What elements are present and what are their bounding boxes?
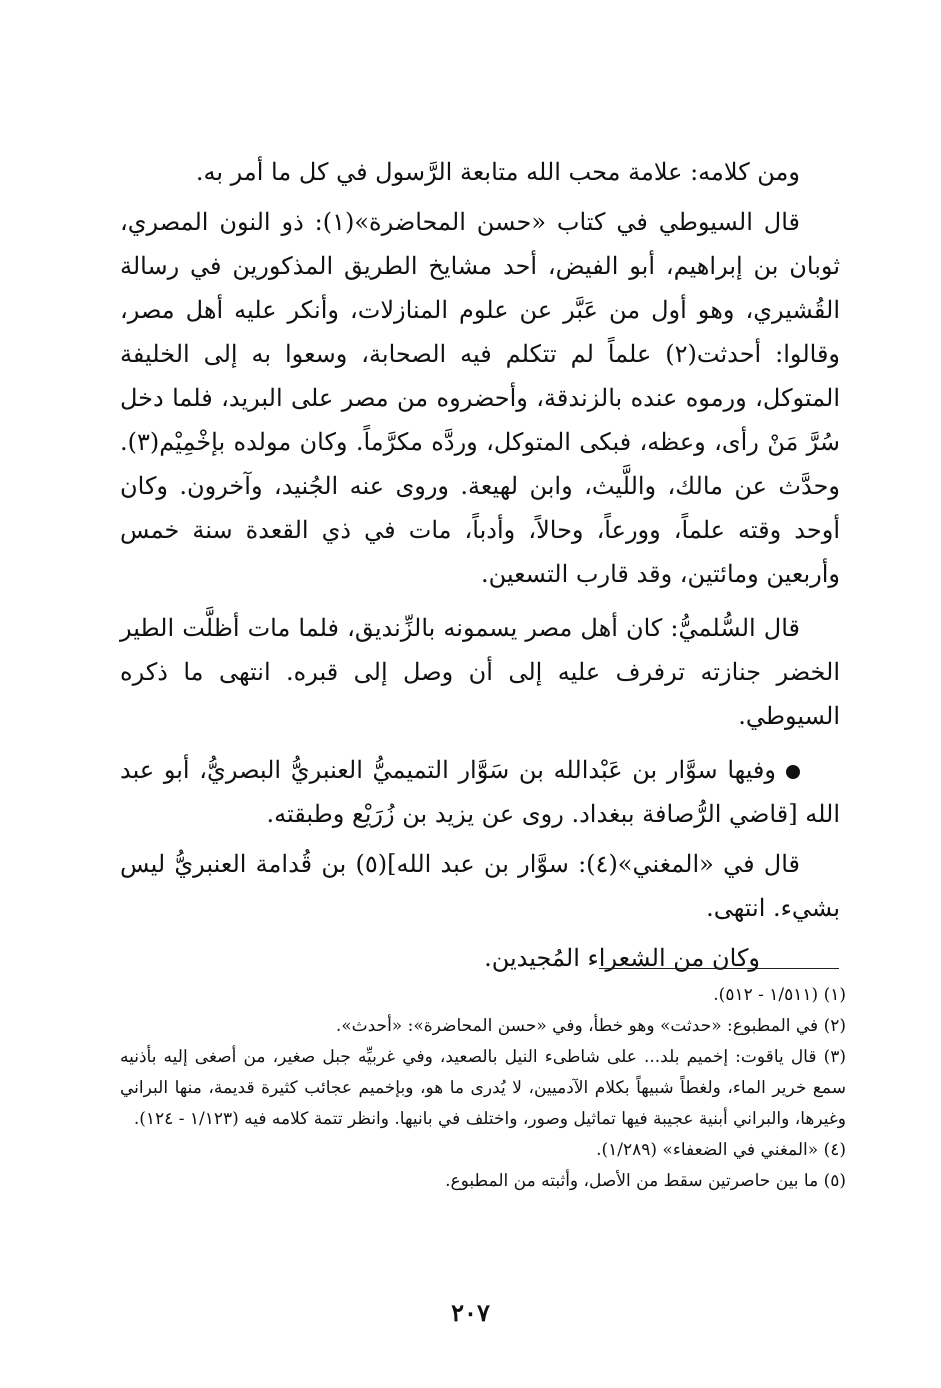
footnote-2: (٢) في المطبوع: «حدثت» وهو خطأ، وفي «حسن المحاضرة»: «أحدث». — [335, 1016, 846, 1036]
body-text — [120, 150, 840, 986]
footnote-5: (٥) ما بين حاصرتين سقط من الأصل، وأثبته من المطبوع. — [445, 1171, 846, 1191]
paragraph-saying: ومن كلامه: علامة محب الله متابعة الرَّسول في كل ما أمر به. — [195, 158, 800, 186]
bullet-icon — [786, 765, 800, 779]
paragraph-mughni-quote: قال في «المغني»(٤): سوَّار بن عبد الله](٥) بن قُدامة العنبريُّ ليس بشيء. انتهى. — [120, 850, 840, 922]
paragraph-poets: وكان من الشعراء المُجيدين. — [484, 944, 760, 972]
footnote-3: (٣) قال ياقوت: إخميم بلد... على شاطىء النيل بالصعيد، وفي غربيِّه جبل صغير، من أصغى إليه بأذنيه سمع خرير الماء، ولغطاً شبيهاً بكلام الآدميين، لا يُدرى ما هو، وبإخميم عجائب كثيرة قديمة، منها البراني وغيرها، والبراني أبنية عجيبة فيها تماثيل وصور، واختلف في بانيها. وانظر تتمة كلامه فيه (١/١٢٣ - ١٢٤). — [120, 1047, 846, 1129]
footnote-4: (٤) «المغني في الضعفاء» (١/٢٨٩). — [596, 1140, 846, 1160]
page-number: ٢٠٧ — [451, 1298, 490, 1327]
paragraph-sawwar-entry — [120, 748, 840, 836]
paragraph-sulami-quote: قال السُّلميُّ: كان أهل مصر يسمونه بالزِّنديق، فلما مات أظلَّت الطير الخضر جنازته ترفرف عليه إلى أن وصل إلى قبره. انتهى ما ذكره السيوطي. — [120, 614, 840, 730]
footnotes — [120, 980, 846, 1197]
paragraph-suyuti-quote: قال السيوطي في كتاب «حسن المحاضرة»(١): ذو النون المصري، ثوبان بن إبراهيم، أبو الفيض، أحد مشايخ الطريق المذكورين في رسالة القُشيري، وهو أول من عَبَّر عن علوم المنازلات، وأنكر عليه أهل مصر، وقالوا: أحدثت(٢) علماً لم تتكلم فيه الصحابة، وسعوا به إلى الخليفة المتوكل، ورموه عنده بالزندقة، وأحضروه من مصر على البريد، فلما دخل سُرَّ مَنْ رأى، وعظه، فبكى المتوكل، وردَّه مكرَّماً. وكان مولده بإخْمِيْم(٣). وحدَّث عن مالك، واللَّيث، وابن لهيعة. وروى عنه الجُنيد، وآخرون. وكان أوحد وقته علماً، وورعاً، وحالاً، وأدباً، مات في ذي القعدة سنة خمس وأربعين ومائتين، وقد قارب التسعين. — [120, 208, 841, 588]
footnote-separator — [599, 968, 839, 969]
footnote-1: (١) (١/٥١١ - ٥١٢). — [713, 985, 846, 1005]
paragraph-sawwar-text: وفيها سوَّار بن عَبْدالله بن سَوَّار التميميُّ العنبريُّ البصريُّ، أبو عبد الله [قاضي الرُّصافة ببغداد. روى عن يزيد بن زُرَيْع وطبقته. — [120, 756, 840, 828]
